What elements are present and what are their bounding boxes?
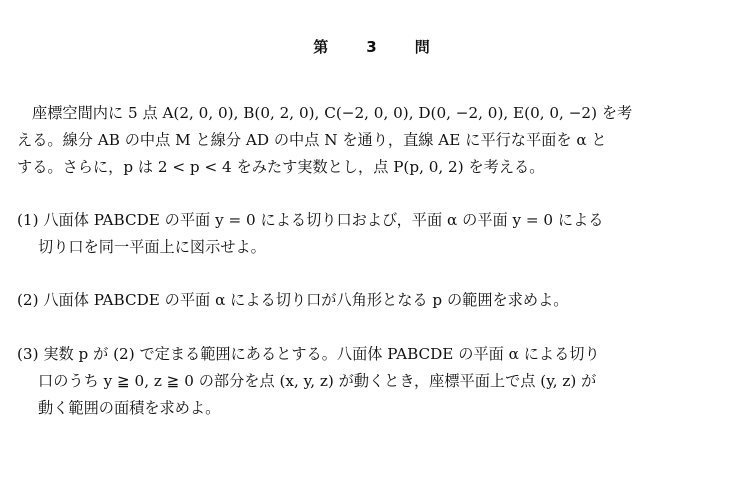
question-1-line-2: 切り口を同一平面上に図示せよ。	[38, 238, 266, 256]
intro-line-1: 座標空間内に 5 点 A(2, 0, 0), B(0, 2, 0), C(−2, 0, 0), D(0, −2, 0), E(0, 0, −2) を考	[32, 104, 633, 122]
title-dai: 第	[313, 38, 329, 56]
intro-line-3: する。さらに，p は 2 < p < 4 をみたす実数とし，点 P(p, 0, 2) を考える。	[17, 158, 545, 176]
question-3-line-3: 動く範囲の面積を求めよ。	[38, 399, 221, 417]
question-1-line-1: (1) 八面体 PABCDE の平面 y = 0 による切り口および，平面 α の平面 y = 0 による	[17, 211, 604, 229]
question-3-line-1: (3) 実数 p が (2) で定まる範囲にあるとする。八面体 PABCDE の平面 α による切り	[17, 345, 600, 363]
question-2-line-1: (2) 八面体 PABCDE の平面 α による切り口が八角形となる p の範囲を求めよ。	[17, 291, 569, 309]
title-mon: 問	[414, 38, 430, 56]
question-3-line-2: 口のうち y ≧ 0, z ≧ 0 の部分を点 (x, y, z) が動くとき，座標平面上で点 (y, z) が	[38, 372, 597, 390]
intro-line-2: える。線分 AB の中点 M と線分 AD の中点 N を通り，直線 AE に平行な平面を α と	[17, 131, 607, 149]
title-number: 3	[366, 38, 377, 56]
problem-title	[0, 36, 743, 57]
